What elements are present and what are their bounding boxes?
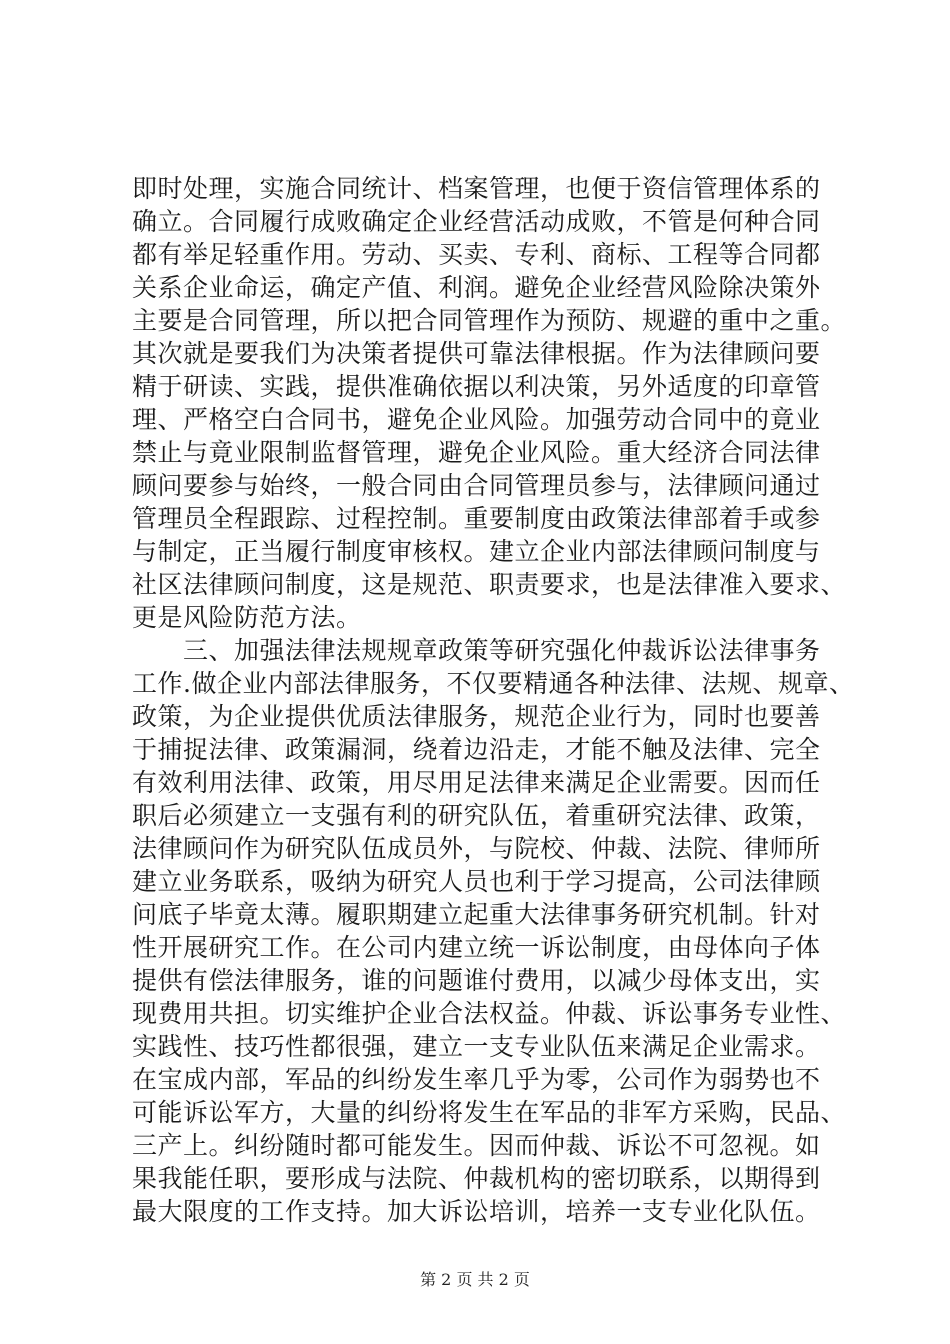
- text-line: 果我能任职，要形成与法院、仲裁机构的密切联系，以期得到: [132, 1164, 821, 1193]
- text-line: 精于研读、实践，提供准确依据以利决策，另外适度的印章管: [132, 372, 821, 401]
- document-body: [132, 172, 855, 1228]
- text-line: 都有举足轻重作用。劳动、买卖、专利、商标、工程等合同都: [132, 240, 821, 269]
- text-line: 有效利用法律、政策，用尽用足法律来满足企业需要。因而任: [132, 768, 821, 797]
- text-line: 实践性、技巧性都很强，建立一支专业队伍来满足企业需求。: [132, 1032, 821, 1061]
- text-line: 工作.做企业内部法律服务，不仅要精通各种法律、法规、规章、: [132, 669, 855, 698]
- text-line: 即时处理，实施合同统计、档案管理，也便于资信管理体系的: [132, 174, 821, 203]
- text-line: 性开展研究工作。在公司内建立统一诉讼制度，由母体向子体: [132, 933, 821, 962]
- page-number-footer: 第 2 页 共 2 页: [420, 1270, 530, 1289]
- text-line: 关系企业命运，确定产值、利润。避免企业经营风险除决策外: [132, 273, 821, 302]
- text-line: 社区法律顾问制度，这是规范、职责要求，也是法律准入要求、: [132, 570, 847, 599]
- text-line: 提供有偿法律服务，谁的问题谁付费用，以减少母体支出，实: [132, 966, 821, 995]
- text-line: 其次就是要我们为决策者提供可靠法律根据。作为法律顾问要: [132, 339, 821, 368]
- text-line: 主要是合同管理，所以把合同管理作为预防、规避的重中之重。: [132, 306, 847, 335]
- text-line: 现费用共担。切实维护企业合法权益。仲裁、诉讼事务专业性、: [132, 999, 847, 1028]
- text-line: 法律顾问作为研究队伍成员外，与院校、仲裁、法院、律师所: [132, 834, 821, 863]
- text-line: 确立。合同履行成败确定企业经营活动成败，不管是何种合同: [132, 207, 821, 236]
- paragraph-start-line: 三、加强法律法规规章政策等研究强化仲裁诉讼法律事务: [132, 636, 821, 665]
- text-line: 建立业务联系，吸纳为研究人员也利于学习提高，公司法律顾: [132, 867, 821, 896]
- text-line: 于捕捉法律、政策漏洞，绕着边沿走，才能不触及法律、完全: [132, 735, 821, 764]
- text-line: 顾问要参与始终，一般合同由合同管理员参与，法律顾问通过: [132, 471, 821, 500]
- text-line: 最大限度的工作支持。加大诉讼培训，培养一支专业化队伍。: [132, 1197, 821, 1226]
- text-line: 政策，为企业提供优质法律服务，规范企业行为，同时也要善: [132, 702, 821, 731]
- text-line: 职后必须建立一支强有利的研究队伍，着重研究法律、政策，: [132, 801, 821, 830]
- text-line: 理、严格空白合同书，避免企业风险。加强劳动合同中的竟业: [132, 405, 821, 434]
- text-line: 管理员全程跟踪、过程控制。重要制度由政策法律部着手或参: [132, 504, 821, 533]
- text-line: 在宝成内部，军品的纠纷发生率几乎为零，公司作为弱势也不: [132, 1065, 821, 1094]
- text-line: 禁止与竟业限制监督管理，避免企业风险。重大经济合同法律: [132, 438, 821, 467]
- text-line: 问底子毕竟太薄。履职期建立起重大法律事务研究机制。针对: [132, 900, 821, 929]
- text-line: 三产上。纠纷随时都可能发生。因而仲裁、诉讼不可忽视。如: [132, 1131, 821, 1160]
- text-line: 更是风险防范方法。: [132, 603, 362, 632]
- text-line: 与制定，正当履行制度审核权。建立企业内部法律顾问制度与: [132, 537, 821, 566]
- text-line: 可能诉讼军方，大量的纠纷将发生在军品的非军方采购，民品、: [132, 1098, 847, 1127]
